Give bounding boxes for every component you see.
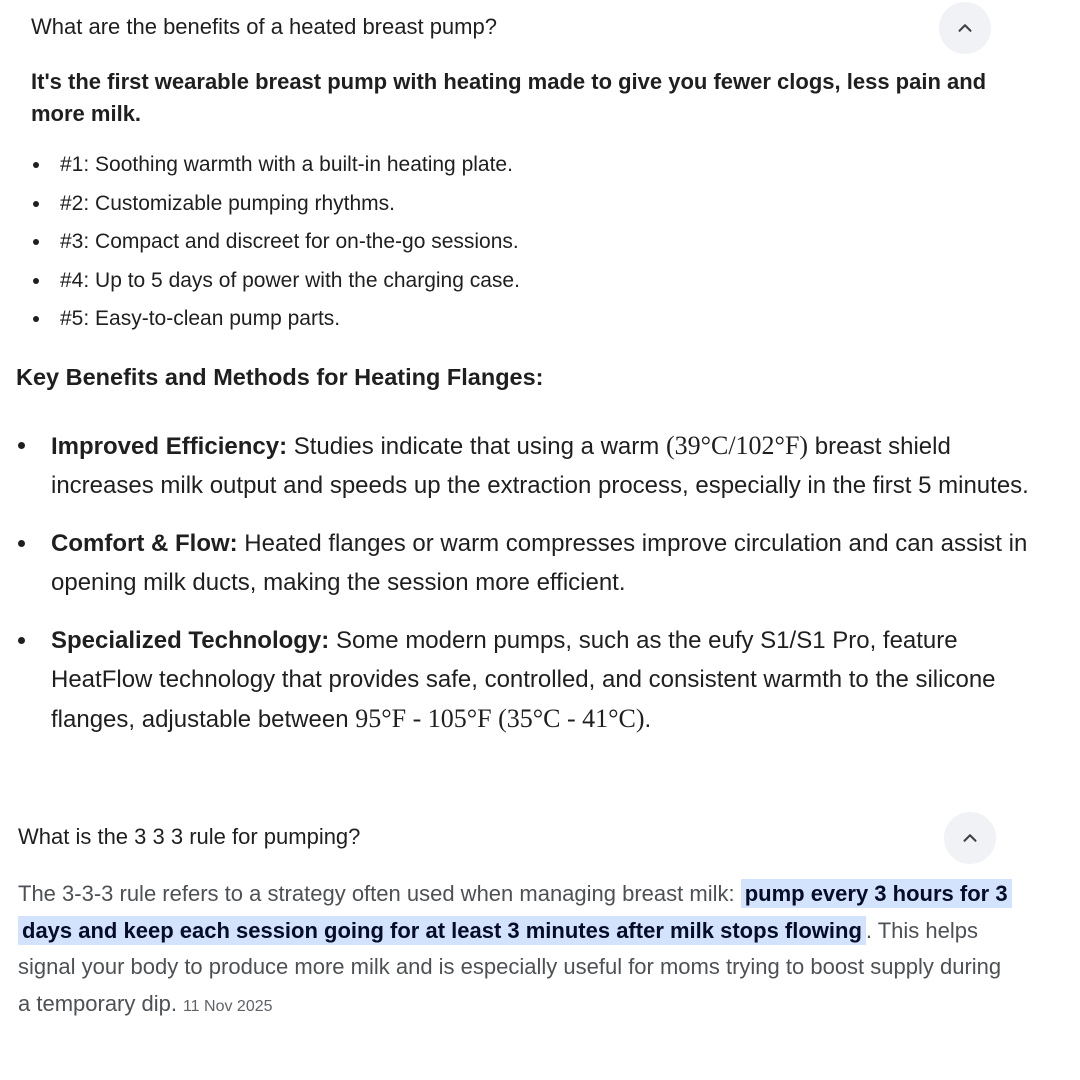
answer-text: . This helps signal your body to produce more milk and is especially useful for moms trying to boost supply during a temporary dip. <box>18 917 1002 1016</box>
temperature-value: 95°F - 105°F (35°C - 41°C) <box>355 704 645 733</box>
feature-list <box>31 146 520 339</box>
benefit-text: Some modern pumps, such as the eufy S1/S1 Pro, feature HeatFlow technology that provides safe, controlled, and consistent warmth to the silicone flanges, adjustable between <box>51 627 996 733</box>
chevron-up-icon <box>959 827 981 849</box>
collapse-button-2[interactable] <box>944 812 996 864</box>
bullet-icon <box>33 239 39 245</box>
faq-question-2[interactable] <box>18 812 1000 868</box>
benefit-item-technology <box>16 621 1046 739</box>
faq-answer-2 <box>18 876 1008 1025</box>
chevron-up-icon <box>954 17 976 39</box>
list-item <box>31 185 520 224</box>
faq-question-1[interactable] <box>31 0 993 56</box>
answer-text: The 3-3-3 rule refers to a strategy often used when managing breast milk: <box>18 881 741 906</box>
collapse-button-1[interactable] <box>939 2 991 54</box>
answer-date: 11 Nov 2025 <box>182 997 273 1015</box>
temperature-value: (39°C/102°F) <box>665 431 809 460</box>
faq-question-1-text: What are the benefits of a heated breast pump? <box>31 14 497 39</box>
answer-highlight: pump every 3 hours for 3 days and keep each session going for at least 3 minutes after milk stops flowing <box>18 879 1012 945</box>
list-item <box>31 146 520 185</box>
benefit-text: Heated flanges or warm compresses improve circulation and can assist in opening milk ducts, making the session more efficient. <box>51 530 1028 596</box>
list-item <box>31 223 520 262</box>
list-item <box>31 300 520 339</box>
benefit-item-efficiency <box>16 426 1046 505</box>
benefit-item-comfort <box>16 524 1046 602</box>
list-item-text: #3: Compact and discreet for on-the-go sessions. <box>60 230 519 253</box>
answer-lead-text: It's the first wearable breast pump with heating made to give you fewer clogs, less pain and more milk. <box>31 69 987 126</box>
bullet-icon <box>33 201 39 207</box>
benefit-text: breast shield increases milk output and speeds up the extraction process, especially in the first 5 minutes. <box>51 433 1029 499</box>
bullet-icon <box>18 540 25 547</box>
benefits-list <box>16 426 1046 758</box>
list-item-text: #2: Customizable pumping rhythms. <box>60 191 395 215</box>
benefit-title: Comfort & Flow: <box>51 530 238 557</box>
bullet-icon <box>33 162 39 168</box>
list-item-text: #4: Up to 5 days of power with the charging case. <box>60 268 520 292</box>
section-heading: Key Benefits and Methods for Heating Flanges: <box>16 364 544 390</box>
faq-question-2-text: What is the 3 3 3 rule for pumping? <box>18 824 361 849</box>
bullet-icon <box>18 442 25 449</box>
list-item-text: #1: Soothing warmth with a built-in heating plate. <box>60 153 513 176</box>
benefit-text: . <box>644 706 652 733</box>
bullet-icon <box>33 316 39 322</box>
list-item-text: #5: Easy-to-clean pump parts. <box>60 307 341 330</box>
bullet-icon <box>33 278 39 284</box>
list-item <box>31 262 520 301</box>
benefit-title: Specialized Technology: <box>51 627 330 654</box>
benefit-title: Improved Efficiency: <box>51 433 288 460</box>
bullet-icon <box>18 637 25 644</box>
benefit-text: Studies indicate that using a warm <box>287 433 666 460</box>
